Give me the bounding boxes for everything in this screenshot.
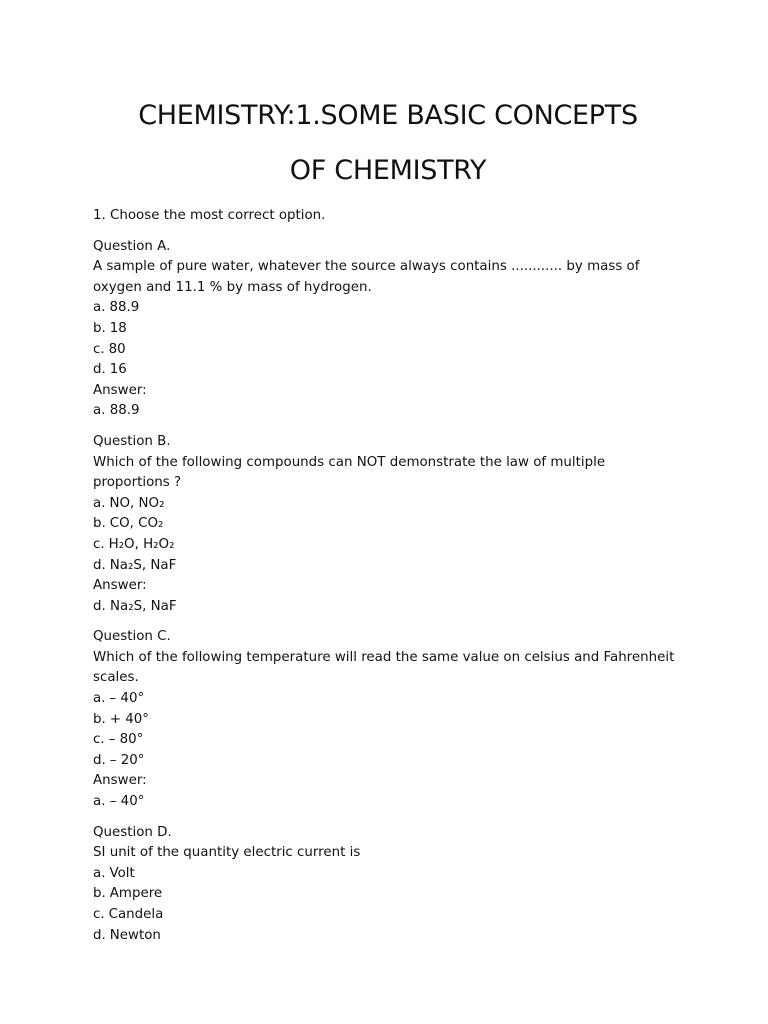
option-letter: d. (93, 752, 106, 768)
option-a (93, 298, 683, 319)
option-text: 80 (108, 341, 126, 357)
option-text: Newton (109, 927, 161, 943)
question-text: Which of the following compounds can NOT demonstrate the law of multiple proportions ? (93, 454, 606, 491)
answer-label: Answer: (93, 578, 147, 594)
option-letter: c. (93, 341, 105, 357)
question-text: SI unit of the quantity electric current is (93, 845, 361, 861)
option-d (93, 556, 683, 577)
option-letter: d. (93, 927, 106, 943)
option-letter: b. (93, 516, 106, 532)
option-text: CO, CO₂ (109, 516, 164, 532)
option-letter: d. (93, 362, 106, 378)
option-d (93, 360, 683, 381)
option-text: Volt (109, 865, 135, 881)
question-c (93, 627, 683, 812)
option-letter: a. (93, 865, 106, 881)
question-heading: Question B. (93, 433, 171, 449)
option-text: Ampere (109, 886, 163, 902)
option-a (93, 689, 683, 710)
option-c (93, 730, 683, 751)
option-b (93, 710, 683, 731)
question-heading: Question C. (93, 629, 171, 645)
option-b (93, 514, 683, 535)
option-text: 18 (109, 320, 127, 336)
title-line-2: OF CHEMISTRY (289, 155, 487, 186)
document-page (93, 88, 683, 946)
option-letter: c. (93, 732, 105, 748)
question-text: Which of the following temperature will read the same value on celsius and Fahrenheit scales. (93, 649, 675, 686)
option-text: – 80° (108, 732, 144, 748)
option-letter: d. (93, 557, 106, 573)
option-a (93, 494, 683, 515)
option-text: 88.9 (109, 300, 140, 316)
option-c (93, 340, 683, 361)
page-title (93, 88, 683, 198)
option-d (93, 751, 683, 772)
option-letter: a. (93, 495, 106, 511)
option-c (93, 905, 683, 926)
question-d (93, 823, 683, 947)
answer-text: a. – 40° (93, 794, 145, 810)
question-heading: Question D. (93, 824, 172, 840)
option-b (93, 319, 683, 340)
answer-label: Answer: (93, 382, 147, 398)
title-line-1: CHEMISTRY:1.SOME BASIC CONCEPTS (138, 100, 638, 131)
option-text: Na₂S, NaF (109, 557, 177, 573)
answer-text: a. 88.9 (93, 403, 140, 419)
answer-label: Answer: (93, 773, 147, 789)
option-text: – 20° (109, 752, 145, 768)
option-text: + 40° (109, 711, 149, 727)
instruction-text: 1. Choose the most correct option. (93, 208, 326, 223)
option-letter: a. (93, 691, 106, 707)
option-text: – 40° (109, 691, 145, 707)
option-text: Candela (108, 907, 164, 922)
question-a (93, 237, 683, 422)
option-c (93, 535, 683, 556)
answer-text: d. Na₂S, NaF (93, 598, 177, 614)
option-text: NO, NO₂ (109, 495, 165, 511)
option-letter: b. (93, 711, 106, 727)
question-b (93, 432, 683, 617)
option-b (93, 884, 683, 905)
option-letter: c. (93, 536, 105, 552)
option-text: 16 (109, 362, 127, 378)
option-text: H₂O, H₂O₂ (108, 536, 175, 552)
option-d (93, 926, 683, 947)
option-letter: a. (93, 300, 106, 316)
option-a (93, 864, 683, 885)
option-letter: c. (93, 907, 105, 922)
question-heading: Question A. (93, 238, 171, 254)
option-letter: b. (93, 320, 106, 336)
option-letter: b. (93, 886, 106, 902)
question-text: A sample of pure water, whatever the source always contains ............ by mass of oxygen and 11.1 % by mass of hydrogen. (93, 259, 640, 295)
